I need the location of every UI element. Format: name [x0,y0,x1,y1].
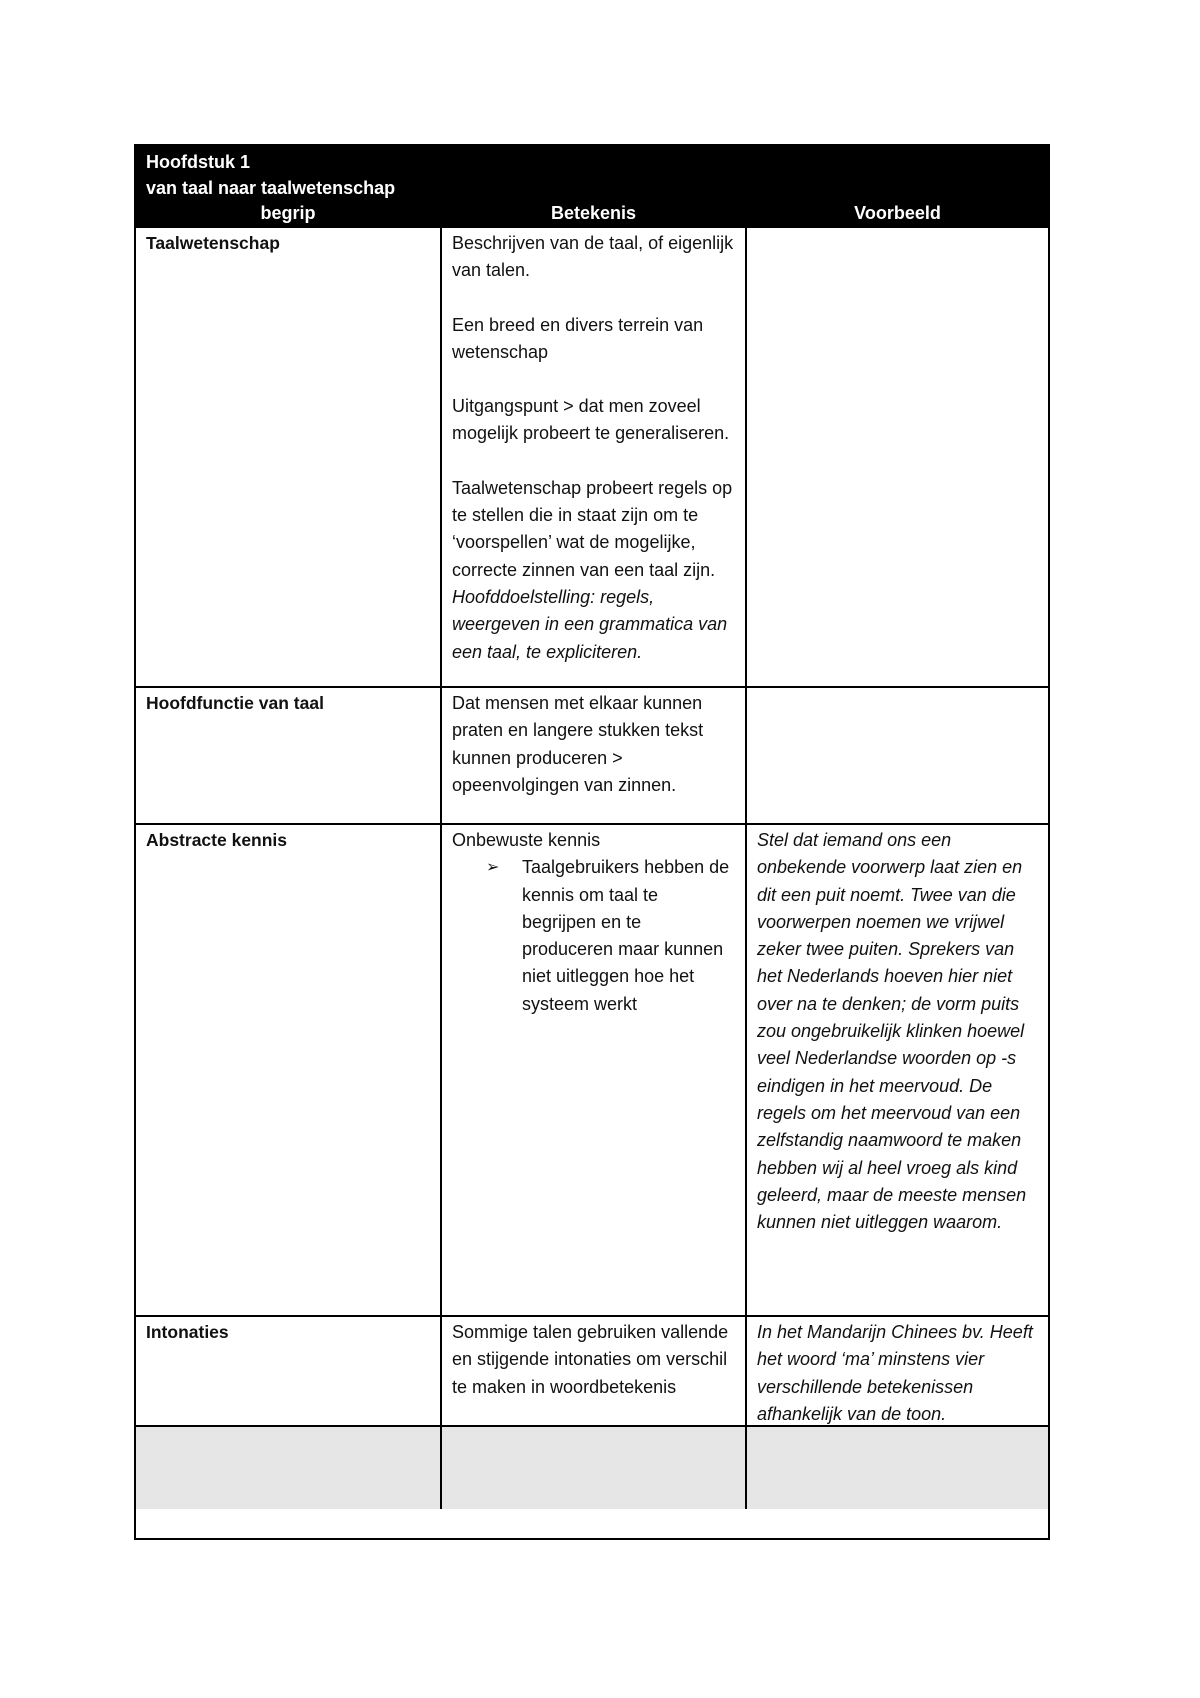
header-cell-term [136,146,442,226]
meaning-cell [442,688,747,823]
empty-cell [747,1427,1048,1509]
meaning-paragraph: Beschrijven van de taal, of eigenlijk van talen. [452,233,734,281]
term-label: Taalwetenschap [146,233,280,253]
meaning-paragraph: Taalwetenschap probeert regels op te stellen die in staat zijn om te ‘voorspellen’ wat de mogelijke, correcte zinnen van een taal zijn. [452,477,733,580]
term-cell [136,825,442,1315]
header-cell-example [747,146,1048,226]
table-row [136,1317,1048,1427]
glossary-table [134,144,1050,1540]
example-cell [747,688,1048,823]
table-header-row [136,146,1048,228]
column-header-voorbeeld: Voorbeeld [854,203,941,223]
meaning-paragraph: Onbewuste kennis [452,830,601,850]
chapter-subtitle: van taal naar taalwetenschap [146,177,396,198]
empty-cell [136,1427,442,1509]
arrow-bullet-icon: ➢ [486,859,500,877]
chapter-title: Hoofdstuk 1 [146,152,251,172]
meaning-paragraph: Dat mensen met elkaar kunnen praten en langere stukken tekst kunnen produceren > opeenvolgingen van zinnen. [452,693,704,795]
bullet-item [452,854,735,1018]
table-row [136,688,1048,825]
example-text: Stel dat iemand ons een onbekende voorwerp laat zien en dit een puit noemt. Twee van die voorwerpen noemen we vrijwel zeker twee puiten. Sprekers van het Nederlands hoeven hier niet over na te denken; de vorm puits zou ongebruikelijk klinken hoewel veel Nederlandse woorden op -s eindigen in het meervoud. De regels om het meervoud van een zelfstandig naamwoord te maken hebben wij al heel vroeg als kind geleerd, maar de meeste mensen kunnen niet uitleggen waarom. [757,830,1027,1233]
meaning-paragraph: Een breed en divers terrein van wetenschap [452,314,704,362]
term-cell [136,228,442,686]
term-label: Intonaties [146,1322,229,1342]
term-label: Hoofdfunctie van taal [146,693,324,713]
term-cell [136,688,442,823]
term-label: Abstracte kennis [146,830,288,850]
empty-table-row [136,1427,1048,1509]
term-cell [136,1317,442,1425]
example-text: In het Mandarijn Chinees bv. Heeft het woord ‘ma’ minstens vier verschillende betekenissen afhankelijk van de toon. [757,1322,1033,1424]
table-row [136,228,1048,688]
bullet-text: Taalgebruikers hebben de kennis om taal te begrijpen en te produceren maar kunnen niet uitleggen hoe het systeem werkt [522,857,730,1014]
meaning-paragraph: Sommige talen gebruiken vallende en stijgende intonaties om verschil te maken in woordbetekenis [452,1322,729,1397]
header-cell-meaning [442,146,747,226]
meaning-paragraph: Uitgangspunt > dat men zoveel mogelijk probeert te generaliseren. [452,396,730,444]
table-row [136,825,1048,1317]
example-cell [747,825,1048,1315]
column-header-betekenis: Betekenis [550,203,637,223]
example-cell [747,228,1048,686]
meaning-cell [442,1317,747,1425]
main-objective-note: Hoofddoelstelling: regels, weergeven in een grammatica van een taal, te expliciteren. [452,586,728,662]
empty-cell [442,1427,747,1509]
meaning-cell [442,825,747,1315]
example-cell [747,1317,1048,1425]
column-header-begrip: begrip [260,203,316,223]
meaning-cell [442,228,747,686]
